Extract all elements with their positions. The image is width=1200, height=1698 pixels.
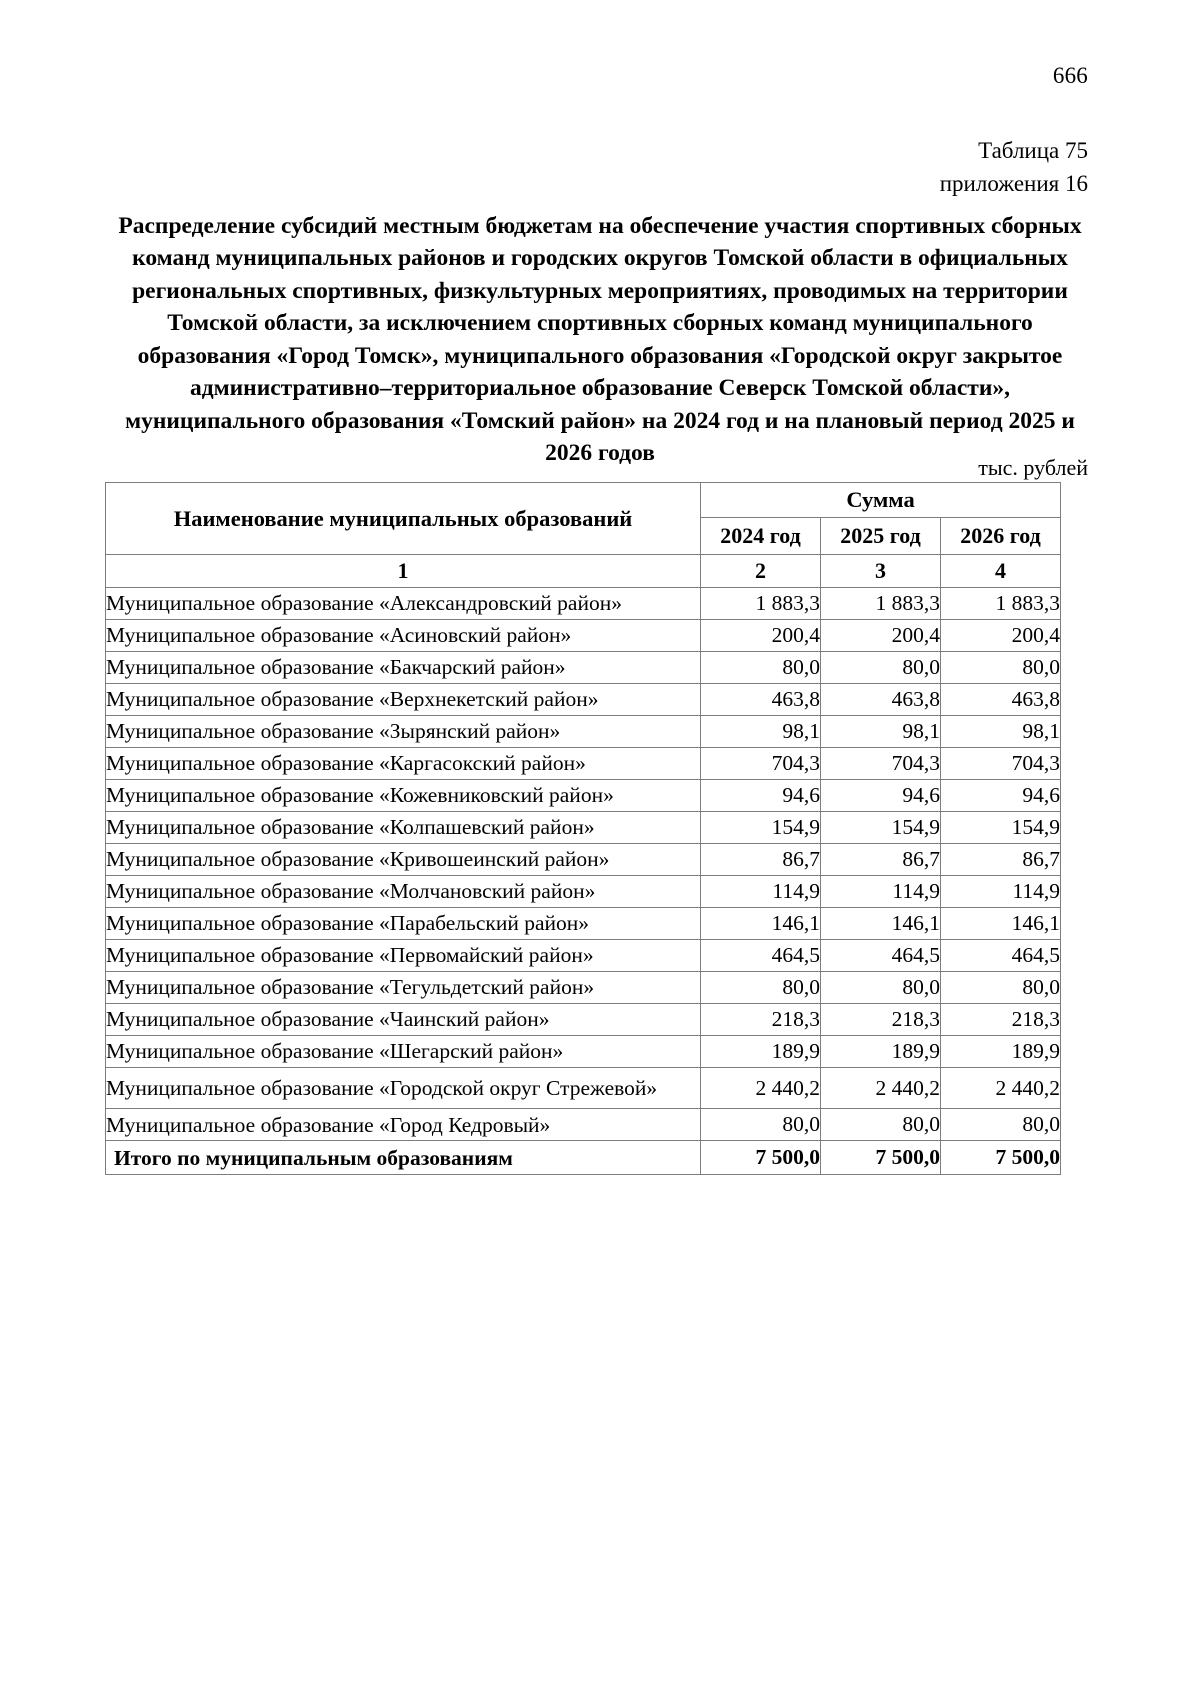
table-row <box>106 652 1061 684</box>
page-number: 666 <box>1052 63 1088 88</box>
cell-amount-2026: 2 440,2 <box>941 1068 1061 1109</box>
header-year-2026: 2026 год <box>941 518 1061 555</box>
cell-municipality-name: Муниципальное образование «Первомайский район» <box>106 940 701 972</box>
cell-amount-2026: 80,0 <box>941 972 1061 1004</box>
cell-municipality-name: Муниципальное образование «Верхнекетский район» <box>106 684 701 716</box>
cell-amount-2025: 98,1 <box>821 716 941 748</box>
cell-municipality-name: Муниципальное образование «Колпашевский район» <box>106 812 701 844</box>
cell-amount-2024: 154,9 <box>701 812 821 844</box>
table-row <box>106 716 1061 748</box>
subsidy-distribution-table <box>105 482 1061 1175</box>
cell-municipality-name: Муниципальное образование «Асиновский район» <box>106 620 701 652</box>
cell-amount-2025: 114,9 <box>821 876 941 908</box>
cell-amount-2025: 704,3 <box>821 748 941 780</box>
subsidy-table-container <box>105 482 1060 1175</box>
cell-amount-2024: 704,3 <box>701 748 821 780</box>
cell-amount-2024: 2 440,2 <box>701 1068 821 1109</box>
column-index-3: 3 <box>821 555 941 588</box>
cell-total-label: Итого по муниципальным образованиям <box>106 1141 701 1175</box>
table-row <box>106 1004 1061 1036</box>
cell-amount-2024: 218,3 <box>701 1004 821 1036</box>
cell-amount-2024: 80,0 <box>701 652 821 684</box>
cell-amount-2025: 80,0 <box>821 972 941 1004</box>
cell-total-2024: 7 500,0 <box>701 1141 821 1175</box>
header-sum-group: Сумма <box>701 483 1061 518</box>
cell-amount-2024: 464,5 <box>701 940 821 972</box>
header-municipality-name: Наименование муниципальных образований <box>106 483 701 555</box>
cell-amount-2026: 146,1 <box>941 908 1061 940</box>
table-row <box>106 972 1061 1004</box>
cell-amount-2024: 80,0 <box>701 972 821 1004</box>
cell-amount-2026: 463,8 <box>941 684 1061 716</box>
cell-amount-2025: 2 440,2 <box>821 1068 941 1109</box>
table-row <box>106 1068 1061 1109</box>
cell-amount-2024: 463,8 <box>701 684 821 716</box>
table-row <box>106 940 1061 972</box>
cell-municipality-name: Муниципальное образование «Городской округ Стрежевой» <box>106 1068 701 1109</box>
cell-amount-2026: 114,9 <box>941 876 1061 908</box>
cell-amount-2026: 86,7 <box>941 844 1061 876</box>
cell-amount-2026: 464,5 <box>941 940 1061 972</box>
cell-municipality-name: Муниципальное образование «Шегарский район» <box>106 1036 701 1068</box>
cell-municipality-name: Муниципальное образование «Бакчарский район» <box>106 652 701 684</box>
cell-municipality-name: Муниципальное образование «Чаинский район» <box>106 1004 701 1036</box>
header-year-2024: 2024 год <box>701 518 821 555</box>
cell-amount-2025: 464,5 <box>821 940 941 972</box>
cell-amount-2025: 154,9 <box>821 812 941 844</box>
cell-amount-2024: 189,9 <box>701 1036 821 1068</box>
cell-amount-2025: 80,0 <box>821 652 941 684</box>
table-row <box>106 844 1061 876</box>
cell-amount-2024: 94,6 <box>701 780 821 812</box>
header-year-2025: 2025 год <box>821 518 941 555</box>
cell-amount-2024: 146,1 <box>701 908 821 940</box>
cell-amount-2025: 463,8 <box>821 684 941 716</box>
document-reference <box>940 134 1088 201</box>
cell-amount-2026: 189,9 <box>941 1036 1061 1068</box>
cell-amount-2025: 1 883,3 <box>821 588 941 620</box>
cell-amount-2024: 86,7 <box>701 844 821 876</box>
column-index-2: 2 <box>701 555 821 588</box>
table-total-row <box>106 1141 1061 1175</box>
cell-amount-2025: 80,0 <box>821 1109 941 1141</box>
table-row <box>106 780 1061 812</box>
cell-amount-2026: 98,1 <box>941 716 1061 748</box>
cell-municipality-name: Муниципальное образование «Зырянский район» <box>106 716 701 748</box>
cell-amount-2024: 80,0 <box>701 1109 821 1141</box>
table-head <box>106 483 1061 555</box>
cell-amount-2025: 189,9 <box>821 1036 941 1068</box>
table-row <box>106 748 1061 780</box>
table-row <box>106 1109 1061 1141</box>
table-body <box>106 555 1061 1175</box>
cell-amount-2025: 146,1 <box>821 908 941 940</box>
table-row <box>106 812 1061 844</box>
cell-amount-2024: 98,1 <box>701 716 821 748</box>
cell-amount-2025: 200,4 <box>821 620 941 652</box>
document-title: Распределение субсидий местным бюджетам на обеспечение участия спортивных сборных команд муниципальных районов и городских округов Томской области в официальных региональных спортивных, физкультурных мероприятиях, проводимых на территории Томской области, за исключением спортивных сборных команд муниципального образования «Город Томск», муниципального образования «Городской округ закрытое административно–территориальное образование Северск Томской области», муниципального образования «Томский район» на 2024 год и на плановый период 2025 и 2026 годов <box>118 213 1082 466</box>
cell-amount-2026: 80,0 <box>941 652 1061 684</box>
table-label: Таблица 75 <box>978 138 1088 163</box>
cell-municipality-name: Муниципальное образование «Каргасокский район» <box>106 748 701 780</box>
cell-amount-2026: 704,3 <box>941 748 1061 780</box>
cell-amount-2025: 86,7 <box>821 844 941 876</box>
column-index-row <box>106 555 1061 588</box>
cell-amount-2026: 94,6 <box>941 780 1061 812</box>
column-index-4: 4 <box>941 555 1061 588</box>
cell-amount-2026: 200,4 <box>941 620 1061 652</box>
cell-municipality-name: Муниципальное образование «Кожевниковский район» <box>106 780 701 812</box>
cell-amount-2026: 218,3 <box>941 1004 1061 1036</box>
cell-amount-2024: 114,9 <box>701 876 821 908</box>
cell-amount-2026: 80,0 <box>941 1109 1061 1141</box>
table-header-row-group <box>106 483 1061 518</box>
appendix-label: приложения 16 <box>939 171 1088 197</box>
table-row <box>106 908 1061 940</box>
column-index-1: 1 <box>106 555 701 588</box>
cell-amount-2024: 200,4 <box>701 620 821 652</box>
cell-amount-2024: 1 883,3 <box>701 588 821 620</box>
cell-municipality-name: Муниципальное образование «Тегульдетский район» <box>106 972 701 1004</box>
table-row <box>106 620 1061 652</box>
table-row <box>106 588 1061 620</box>
cell-municipality-name: Муниципальное образование «Город Кедровый» <box>106 1109 701 1141</box>
cell-amount-2025: 94,6 <box>821 780 941 812</box>
units-note: тыс. рублей <box>978 455 1088 480</box>
cell-total-2025: 7 500,0 <box>821 1141 941 1175</box>
cell-amount-2025: 218,3 <box>821 1004 941 1036</box>
cell-amount-2026: 154,9 <box>941 812 1061 844</box>
cell-total-2026: 7 500,0 <box>941 1141 1061 1175</box>
table-row <box>106 1036 1061 1068</box>
cell-amount-2026: 1 883,3 <box>941 588 1061 620</box>
cell-municipality-name: Муниципальное образование «Молчановский район» <box>106 876 701 908</box>
table-row <box>106 876 1061 908</box>
table-row <box>106 684 1061 716</box>
cell-municipality-name: Муниципальное образование «Александровский район» <box>106 588 701 620</box>
cell-municipality-name: Муниципальное образование «Кривошеинский район» <box>106 844 701 876</box>
cell-municipality-name: Муниципальное образование «Парабельский район» <box>106 908 701 940</box>
